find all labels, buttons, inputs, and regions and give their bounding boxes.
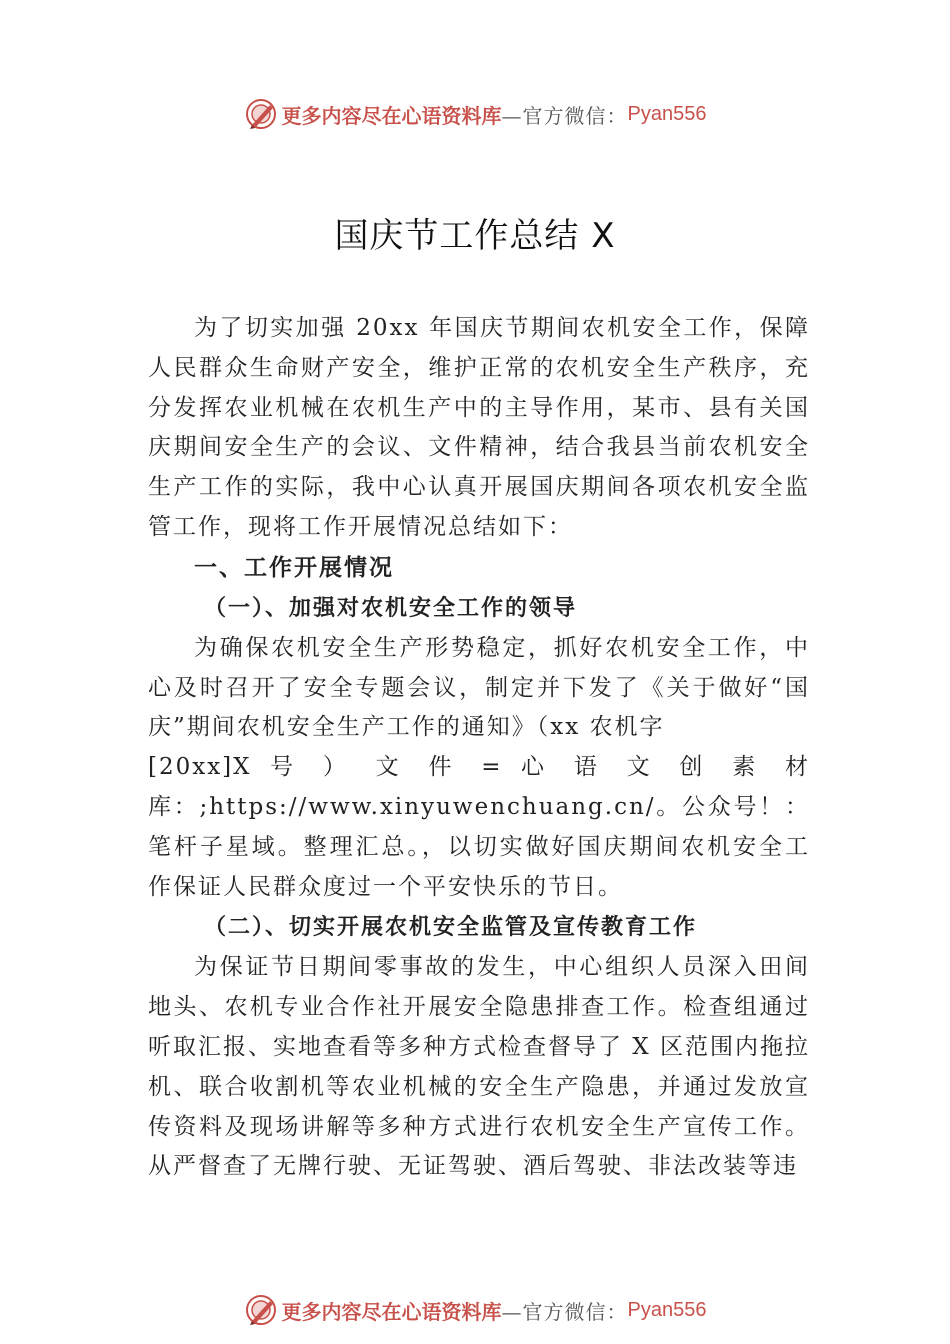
pen-logo-icon	[244, 1293, 278, 1327]
banner-wechat-id: Pyan556	[627, 1298, 707, 1321]
banner-text: 更多内容尽在心语资料库	[281, 1299, 502, 1324]
banner-wechat-id: Pyan556	[627, 102, 707, 125]
paragraph: 库：;https://www.xinyuwenchuang.cn/。公众号！：笔杆子星域。整理汇总。，以切实做好国庆期间农机安全工作保证人民群众度过一个平安快乐的节日。	[148, 793, 810, 900]
section-heading: 一、工作开展情况	[194, 554, 394, 581]
intro-paragraph: 为了切实加强 20xx 年国庆节期间农机安全工作，保障人民群众生命财产安全，维护正常的农机安全生产秩序，充分发挥农业机械在农机生产中的主导作用，某市、县有关国庆期间安全生产的会议、文件精神，结合我县当前农机安全生产工作的实际，我中心认真开展国庆期间各项农机安全监管工作，现将工作开展情况总结如下：	[148, 315, 810, 540]
banner-wechat-label: —官方微信：	[501, 1299, 628, 1324]
paragraph-line: [20xx]X 号 ） 文 件 = 心 语 文 创 素 材	[148, 754, 810, 781]
banner-wechat-label: —官方微信：	[501, 103, 628, 128]
document-title: 国庆节工作总结 X	[334, 216, 616, 256]
banner-text: 更多内容尽在心语资料库	[281, 103, 502, 128]
subsection-heading: （二）、切实开展农机安全监管及宣传教育工作	[204, 914, 698, 941]
document-body	[148, 309, 810, 1187]
footer-banner	[0, 1290, 950, 1330]
header-banner	[0, 94, 950, 134]
pen-logo-icon	[244, 97, 278, 131]
paragraph: 为保证节日期间零事故的发生，中心组织人员深入田间地头、农机专业合作社开展安全隐患排查工作。检查组通过听取汇报、实地查看等多种方式检查督导了 X 区范围内拖拉机、联合收割机等农业机械的安全生产隐患，并通过发放宣传资料及现场讲解等多种方式进行农机安全生产宣传工作。 从严督查了无牌行驶、无证驾驶、酒后驾驶、非法改装等违	[148, 954, 810, 1180]
paragraph: 为确保农机安全生产形势稳定，抓好农机安全工作，中心及时召开了安全专题会议，制定并下发了《关于做好“国庆”期间农机安全生产工作的通知》（xx 农机字	[148, 634, 810, 741]
subsection-heading: （一）、加强对农机安全工作的领导	[204, 594, 578, 621]
